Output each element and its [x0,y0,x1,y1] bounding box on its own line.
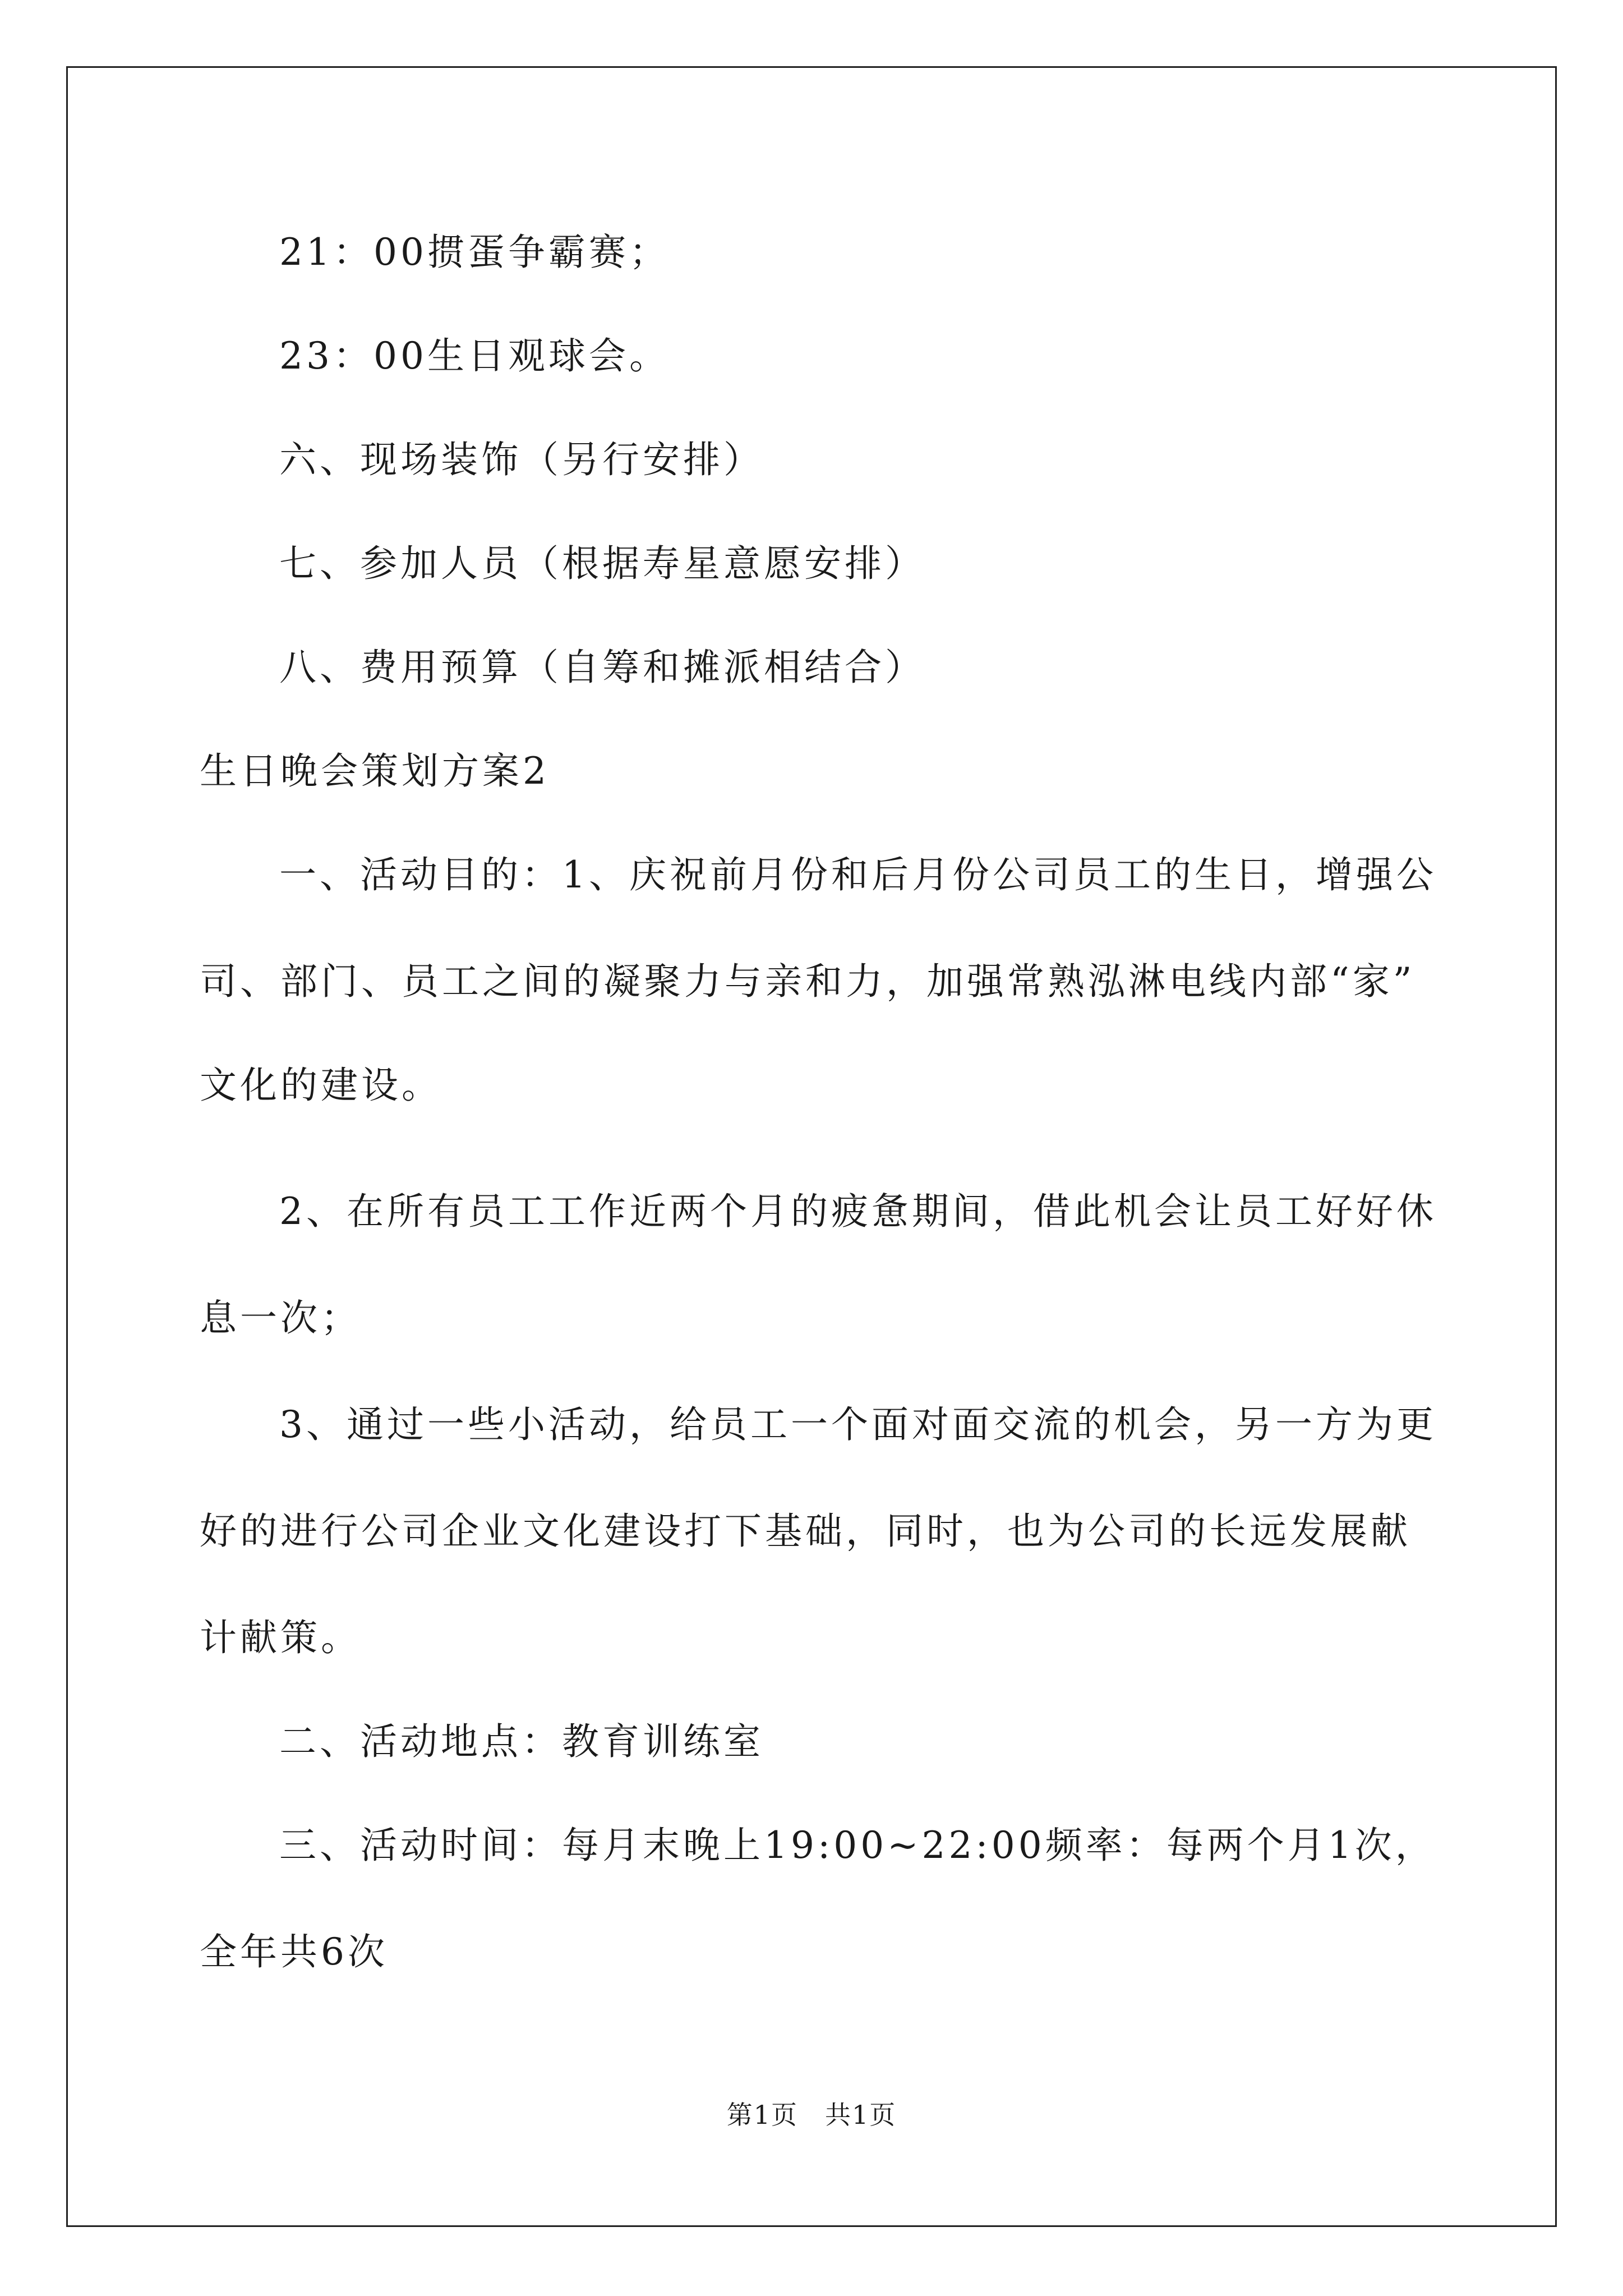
text-line: 司、部门、员工之间的凝聚力与亲和力，加强常熟泓淋电线内部“家” [200,960,1415,1003]
text-line: 息一次； [200,1296,361,1340]
text-line: 三、活动时间：每月末晚上19:00~22:00频率：每两个月1次， [279,1824,1436,1867]
text-line: 23：00生日观球会。 [279,334,670,378]
text-line: 3、通过一些小活动，给员工一个面对面交流的机会，另一方为更 [279,1403,1437,1446]
text-line: 二、活动地点：教育训练室 [279,1720,764,1763]
text-line: 八、费用预算（自筹和摊派相结合） [279,646,925,689]
text-line: 七、参加人员（根据寿星意愿安排） [279,542,925,585]
text-line: 文化的建设。 [200,1064,442,1107]
text-line: 21：00掼蛋争霸赛； [279,231,670,274]
section-heading: 生日晚会策划方案2 [200,749,550,793]
text-line: 六、现场装饰（另行安排） [279,438,764,481]
page-footer: 第1页 共1页 [726,2100,897,2130]
text-line: 2、在所有员工工作近两个月的疲惫期间，借此机会让员工好好休 [279,1190,1437,1233]
text-line: 全年共6次 [200,1930,388,1973]
text-line: 好的进行公司企业文化建设打下基础，同时，也为公司的长远发展献 [200,1510,1411,1553]
text-line: 计献策。 [200,1616,361,1659]
page-border [66,66,1557,2227]
text-line: 一、活动目的：1、庆祝前月份和后月份公司员工的生日，增强公 [279,853,1437,896]
